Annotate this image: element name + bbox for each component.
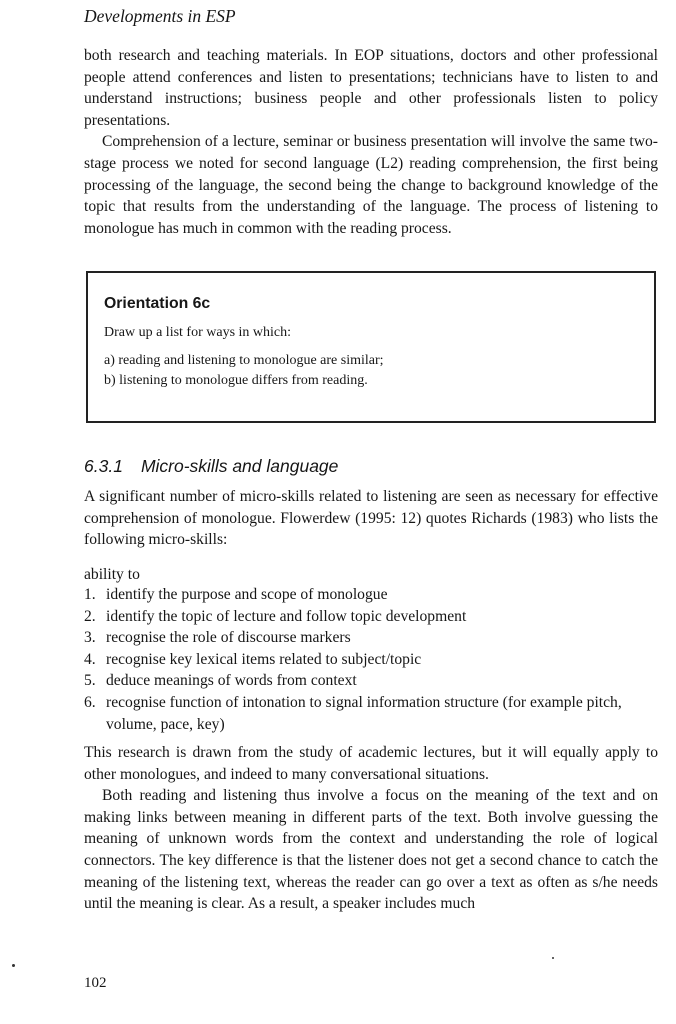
paragraph-research-scope: This research is drawn from the study of academic lectures, but it will equally apply to other monologues, and indeed to many conversational situations. (84, 744, 658, 783)
orientation-item-b: b) listening to monologue differs from reading. (104, 373, 368, 388)
paragraph-comprehension: Comprehension of a lecture, seminar or business presentation will involve the same two-stage process we noted for second language (L2) reading comprehension, the first being processing of the language, the second being the change to background knowledge of the topic that results from the understanding of the language. The process of listening to monologue has much in common with the reading process. (84, 133, 658, 237)
ability-label: ability to (84, 566, 140, 583)
scan-speck (552, 957, 554, 959)
section-number: 6.3.1 (84, 456, 123, 476)
section-title: Micro-skills and language (140, 456, 339, 476)
micro-skills-list (84, 584, 658, 735)
orientation-title: Orientation 6c (104, 295, 211, 312)
list-item: 3. recognise the role of discourse markers (84, 629, 351, 647)
list-item: 2. identify the topic of lecture and follow topic development (84, 607, 467, 625)
micro-skills-intro (84, 486, 658, 551)
orientation-list (104, 351, 636, 391)
list-item: 6. recognise function of intonation to signal information structure (for example pitch, volume, pace, key) (84, 693, 622, 733)
orientation-instruction: Draw up a list for ways in which: (104, 325, 292, 340)
orientation-box (86, 271, 656, 423)
closing-paragraphs (84, 742, 658, 915)
paragraph-micro-skills: A significant number of micro-skills related to listening are seen as necessary for effective comprehension of monologue. Flowerdew (1995: 12) quotes Richards (1983) who lists the following micro-skills: (84, 488, 658, 549)
orientation-item-a: a) reading and listening to monologue are similar; (104, 353, 384, 368)
section-heading (84, 456, 338, 477)
opening-paragraphs (84, 45, 658, 239)
page-number: 102 (84, 975, 107, 991)
list-item: 5. deduce meanings of words from context (84, 672, 357, 690)
paragraph-reading-vs-listening: Both reading and listening thus involve a focus on the meaning of the text and on making links between meaning in different parts of the text. Both involve guessing the meaning of unknown words from the context and understanding the role of logical connectors. The key difference is that the listener does not get a second chance to catch the meaning of the listening text, whereas the reader can go over a text as often as s/he needs until the meaning is clear. As a result, a speaker includes much (84, 787, 658, 913)
running-head: Developments in ESP (84, 6, 236, 26)
scan-speck (12, 964, 15, 967)
list-item: 1. identify the purpose and scope of monologue (84, 586, 388, 603)
list-item: 4. recognise key lexical items related to subject/topic (84, 650, 422, 668)
paragraph-eop-listening: both research and teaching materials. In EOP situations, doctors and other professional people attend conferences and listen to presentations; technicians have to listen to and understand instructions; business people and other professionals listen to policy presentations. (84, 47, 658, 129)
